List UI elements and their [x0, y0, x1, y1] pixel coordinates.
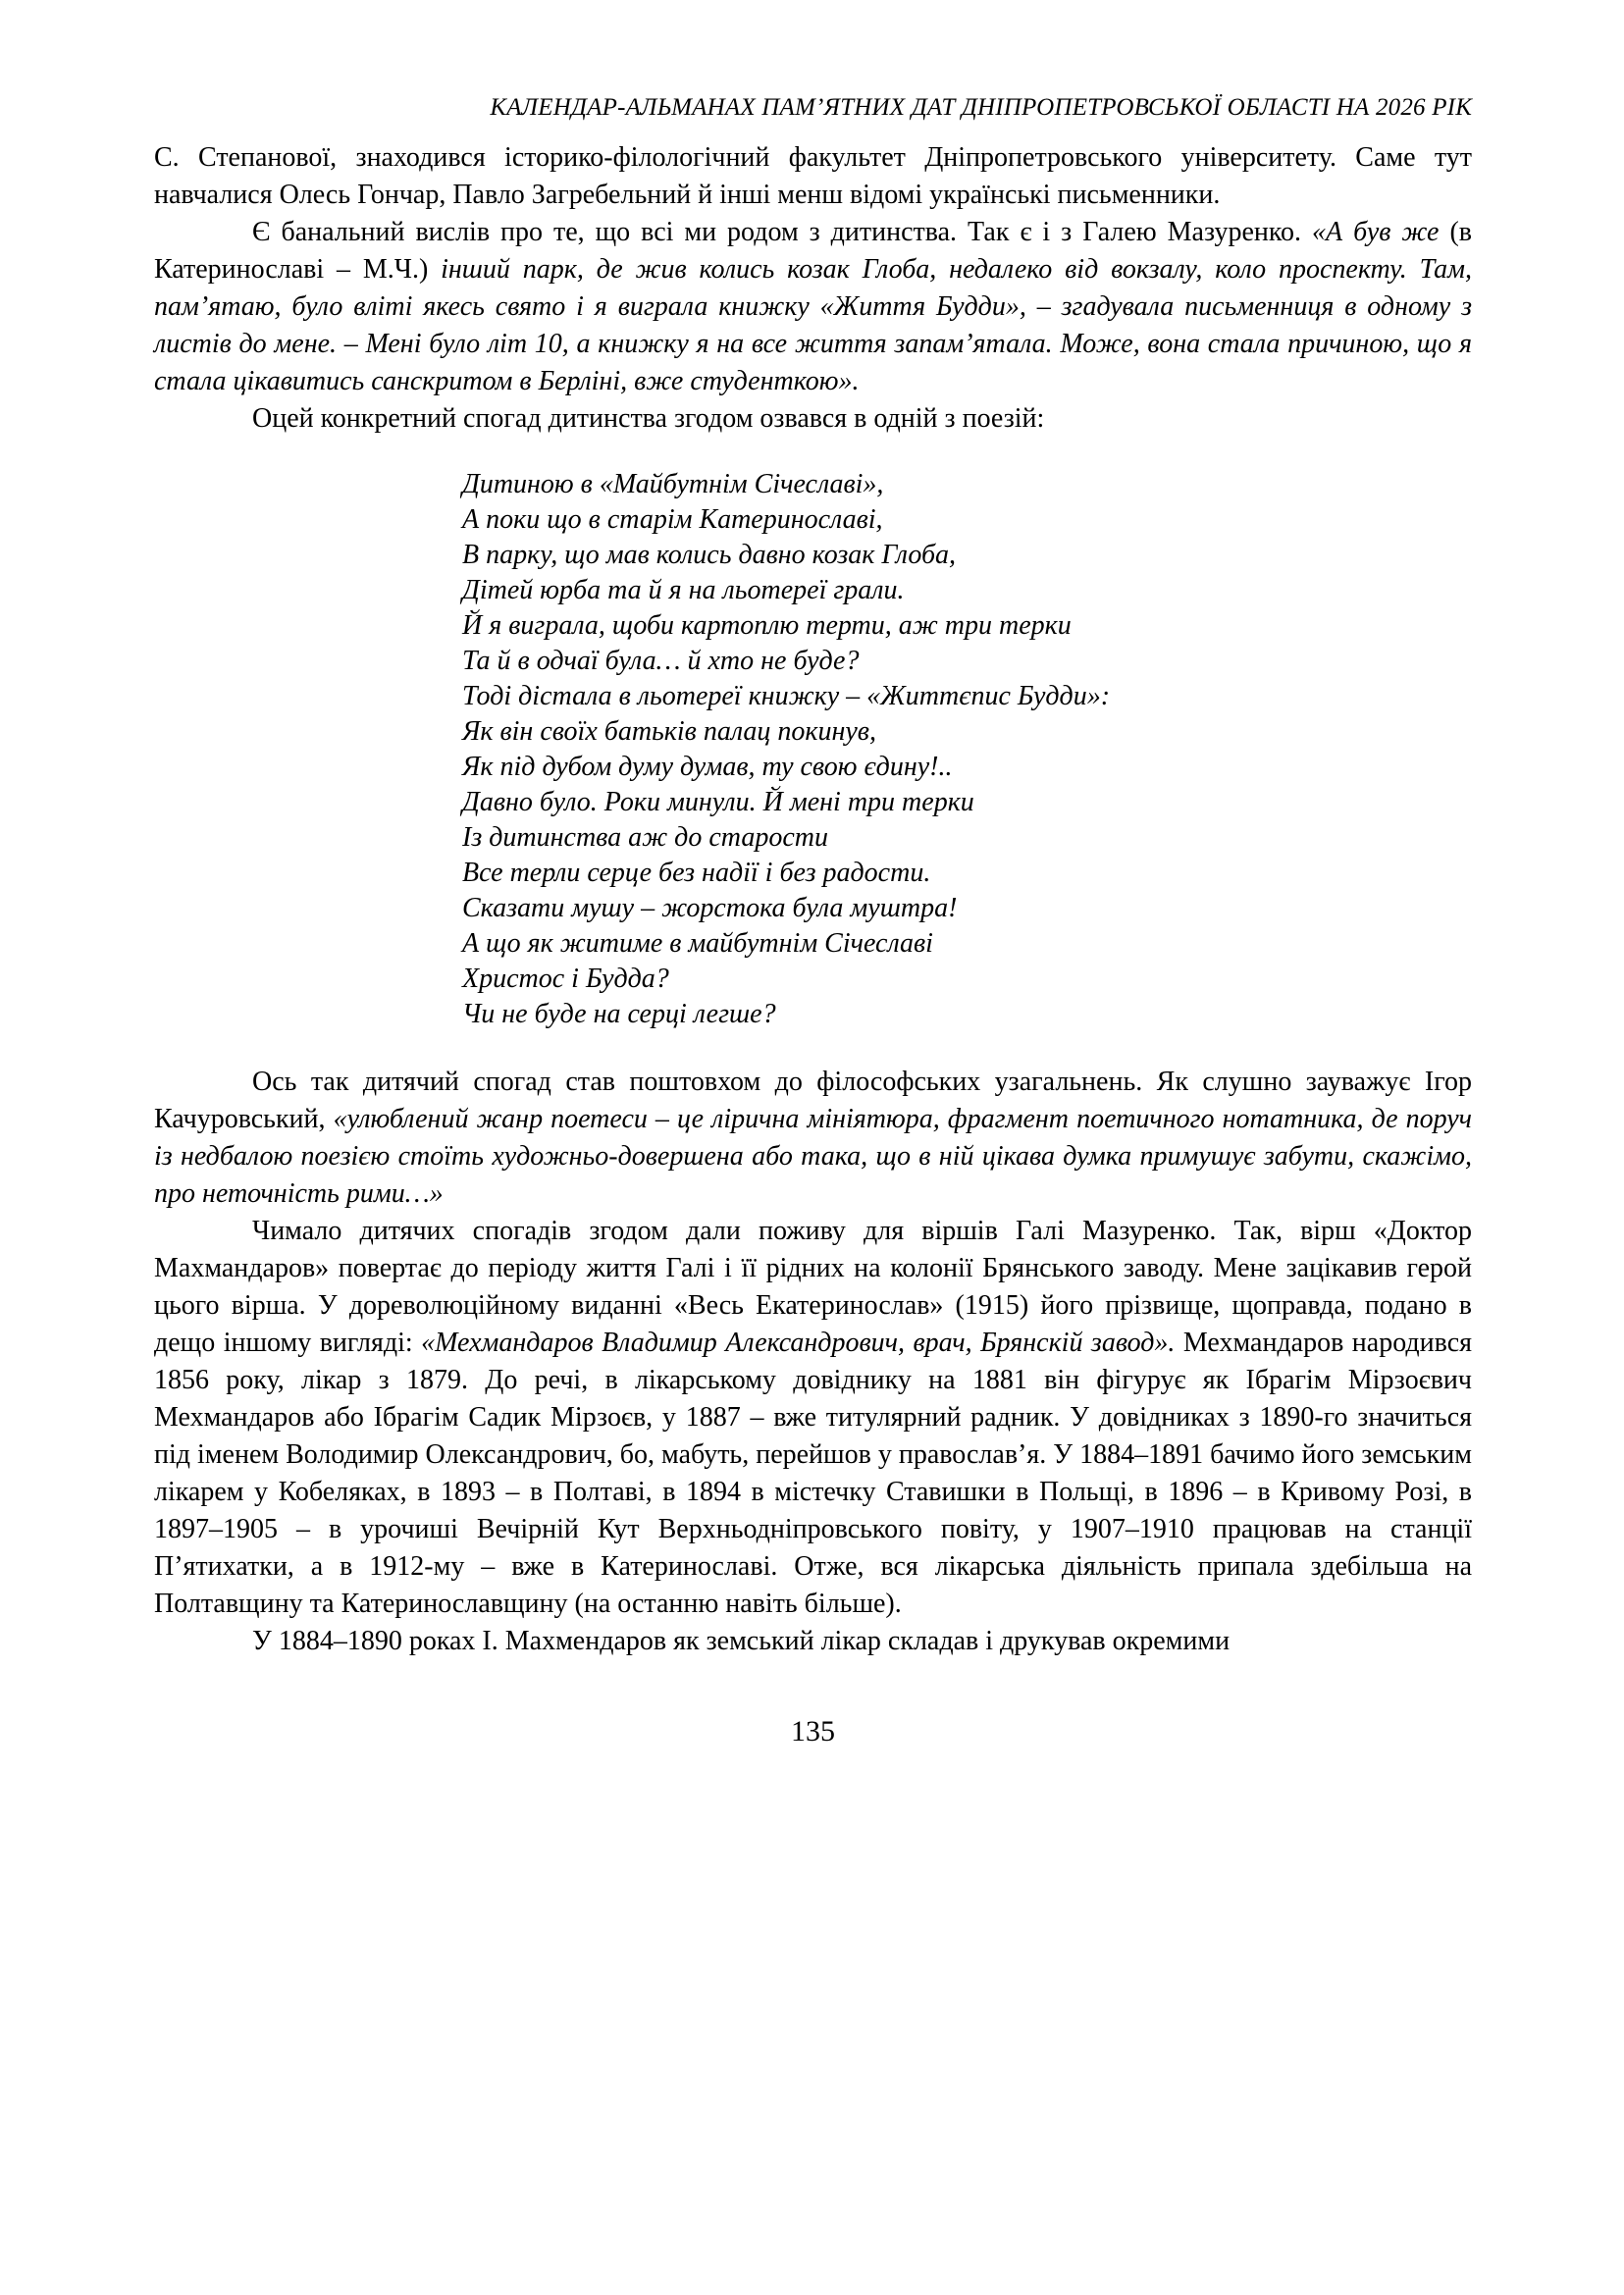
poem-line: Й я виграла, щоби картоплю терти, аж три терки [462, 610, 1072, 641]
poem-line: Із дитинства аж до старости [462, 822, 828, 853]
text-run: (в Катеринославі – М.Ч.) [154, 217, 1472, 285]
poem-line: Чи не буде на серці легше? [462, 999, 776, 1029]
paragraph [154, 139, 1472, 214]
poem-line: А поки що в старім Катеринославі, [462, 504, 883, 535]
poem-line: Дітей юрба та й я на льотереї грали. [462, 575, 905, 605]
paragraph [154, 1213, 1472, 1623]
poem-line: Та й в одчаї була… й хто не буде? [462, 646, 860, 676]
text-run: С. Степанової, знаходився історико-філологічний факультет Дніпропетровського університету. Саме тут навчалися Олесь Гончар, Павло Загребельний й інші менш відомі українські письменники. [154, 142, 1472, 210]
poem-line: Сказати мушу – жорстока була муштра! [462, 893, 958, 923]
running-header: КАЛЕНДАР-АЛЬМАНАХ ПАМ’ЯТНИХ ДАТ ДНІПРОПЕТРОВСЬКОЇ ОБЛАСТІ НА 2026 РІК [490, 94, 1472, 121]
poem-line: Дитиною в «Майбутнім Січеславі», [462, 469, 884, 499]
text-run: Мехмандаров народився 1856 року, лікар з 1879. До речі, в лікарському довіднику на 1881 він фігурує як Ібрагім Мірзоєвич Мехмандаров або Ібрагім Садик Мірзоєв, у 1887 – вже титулярний радник. У довідниках з 1890-го значиться під іменем Володимир Олександрович, бо, мабуть, перейшов у православ’я. У 1884–1891 бачимо його земським лікарем у Кобеляках, в 1893 – в Полтаві, в 1894 в містечку Ставишки в Польщі, в 1896 – в Кривому Розі, в 1897–1905 – в урочиші Вечірній Кут Верхньодніпровського повіту, у 1907–1910 працював на станції П’ятихатки, а в 1912-му – вже в Катеринославі. Отже, вся лікарська діяльність припала здебільша на Полтавщину та Катеринославщину (на останню навіть більше). [154, 1328, 1472, 1619]
text-run: інший парк, де жив колись козак Глоба, недалеко від вокзалу, коло проспекту. Там, пам’ятаю, було вліті якесь свято і я виграла книжку «Життя Будди», – згадувала письменниця в одному з листів до мене. – Мені було літ 10, а книжку я на все життя запам’ятала. Може, вона стала причиною, що я стала цікавитись санскритом в Берліні, вже студенткою». [154, 254, 1473, 396]
poem-line: Як він своїх батьків палац покинув, [462, 716, 876, 747]
poem-line: Все терли серце без надії і без радости. [462, 858, 931, 888]
page-number: 135 [791, 1715, 835, 1747]
poem-block [462, 467, 1472, 1032]
paragraph [154, 1064, 1472, 1213]
paragraph [154, 214, 1472, 400]
paragraph [154, 1623, 1472, 1660]
text-run: Ось так дитячий спогад став поштовхом до філософських узагальнень. Як слушно зауважує Ігор Качуровський, [154, 1067, 1472, 1134]
text-run: «А був же [1312, 217, 1450, 247]
poem-line: Давно було. Роки минули. Й мені три терки [462, 787, 974, 817]
paragraph [154, 400, 1472, 438]
text-run: «улюблений жанр поетеси – це лірична мініятюра, фрагмент поетичного нотатника, де поруч із недбалою поезією стоїть художньо-довершена або така, що в ній цікава думка примушує забути, скажімо, про неточність рими…» [154, 1104, 1472, 1209]
page-body [154, 139, 1472, 1660]
text-run: Чимало дитячих спогадів згодом дали поживу для віршів Галі Мазуренко. Так, вірш «Доктор Махмандаров» повертає до періоду життя Галі і її рідних на колонії Брянського заводу. Мене зацікавив герой цього вірша. У дореволюційному виданні «Весь Екатеринослав» (1915) його прізвище, щоправда, подано в дещо іншому вигляді: [154, 1216, 1472, 1358]
text-run: Оцей конкретний спогад дитинства згодом озвався в одній з поезій: [252, 403, 1045, 434]
text-run: У 1884–1890 роках І. Махмендаров як земський лікар складав і друкував окремими [252, 1626, 1231, 1656]
text-run: Є банальний вислів про те, що всі ми родом з дитинства. Так є і з Галею Мазуренко. [252, 217, 1313, 247]
poem-line: В парку, що мав колись давно козак Глоба, [462, 540, 957, 570]
poem-line: Христос і Будда? [462, 964, 669, 994]
poem-line: Тоді дістала в льотереї книжку – «Життєпис Будди»: [462, 681, 1111, 711]
text-run: «Мехмандаров Владимир Александрович, врач, Брянскій завод». [421, 1328, 1176, 1358]
poem-line: А що як житиме в майбутнім Січеславі [462, 928, 933, 959]
poem-line: Як під дубом думу думав, ту свою єдину!.. [462, 752, 953, 782]
